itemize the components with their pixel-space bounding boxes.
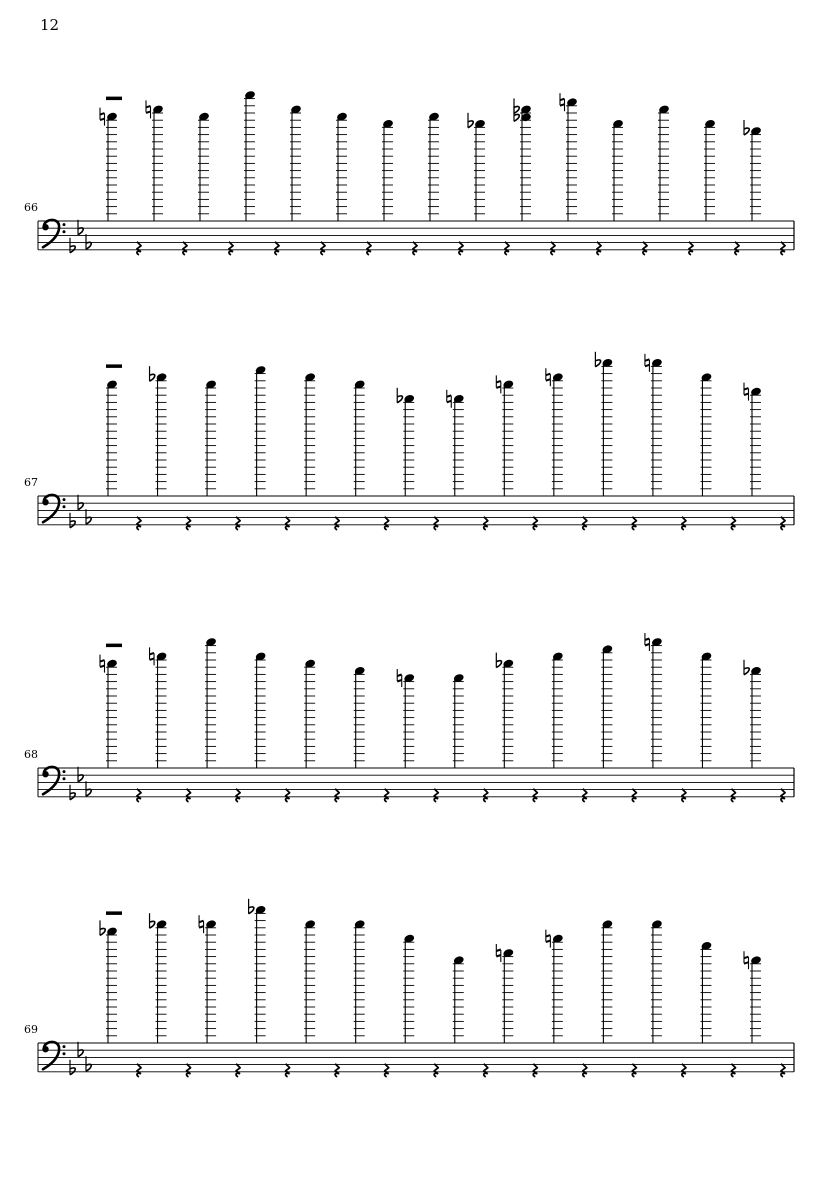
bass-clef-dot [63, 223, 66, 226]
natural-accidental [100, 655, 105, 673]
quarter-rest [286, 1064, 290, 1077]
note [382, 119, 417, 255]
note [354, 379, 389, 529]
quarter-rest [533, 789, 537, 802]
note [205, 637, 240, 802]
key-flat [70, 1068, 75, 1075]
note [205, 379, 240, 529]
natural-accidental [645, 633, 650, 651]
note [468, 113, 509, 255]
measure-number: 69 [24, 1023, 38, 1036]
quarter-rest [236, 1064, 240, 1077]
quarter-rest [682, 1064, 686, 1077]
quarter-rest [781, 1064, 785, 1077]
bass-clef-dot [63, 505, 66, 508]
key-flat [70, 793, 75, 800]
note [106, 364, 141, 529]
natural-accidental [560, 93, 565, 111]
quarter-rest [731, 1064, 735, 1077]
staff-system [24, 899, 794, 1077]
quarter-rest [459, 242, 463, 255]
note [354, 666, 389, 802]
note [700, 941, 735, 1077]
natural-accidental [150, 647, 155, 665]
quarter-rest [367, 242, 371, 255]
quarter-rest [286, 789, 290, 802]
note [255, 651, 290, 801]
bass-clef-dot [42, 499, 48, 505]
quarter-rest [186, 789, 190, 802]
note [700, 372, 735, 530]
quarter-rest [731, 517, 735, 530]
quarter-rest [335, 1064, 339, 1077]
note [290, 104, 325, 254]
note [198, 112, 233, 255]
staff-system [24, 90, 794, 255]
quarter-rest [335, 517, 339, 530]
flat-accidental [514, 106, 519, 113]
natural-accidental [744, 383, 749, 401]
quarter-rest [434, 1064, 438, 1077]
note [552, 651, 587, 801]
quarter-rest [186, 517, 190, 530]
note [447, 390, 488, 530]
note [744, 120, 785, 255]
quarter-rest [597, 242, 601, 255]
quarter-rest [682, 789, 686, 802]
natural-accidental [100, 108, 105, 126]
flat-accidental [595, 360, 600, 367]
note [150, 647, 191, 801]
note [397, 669, 438, 802]
natural-accidental [199, 915, 204, 933]
note [546, 930, 587, 1077]
note [514, 98, 555, 254]
note [100, 911, 141, 1076]
note [100, 644, 141, 802]
whole-rest [106, 97, 122, 101]
note [546, 368, 587, 530]
whole-rest [106, 364, 122, 368]
staff-system [24, 352, 794, 530]
quarter-rest [434, 517, 438, 530]
quarter-rest [434, 789, 438, 802]
note [496, 944, 537, 1077]
note [453, 955, 488, 1077]
key-flat [86, 517, 91, 524]
note [744, 951, 785, 1077]
note [150, 913, 191, 1077]
quarter-rest [236, 789, 240, 802]
natural-accidental [146, 100, 151, 118]
natural-accidental [447, 390, 452, 408]
note [496, 653, 537, 802]
note [560, 93, 601, 255]
quarter-rest [385, 789, 389, 802]
quarter-rest [533, 1064, 537, 1077]
whole-rest [106, 911, 122, 915]
quarter-rest [632, 517, 636, 530]
quarter-rest [632, 1064, 636, 1077]
note [601, 644, 636, 802]
quarter-rest [689, 242, 693, 255]
flat-accidental [468, 121, 473, 128]
quarter-rest [533, 517, 537, 530]
bass-clef-dot [63, 777, 66, 780]
flat-accidental [744, 128, 749, 135]
whole-rest [106, 644, 122, 648]
key-flat [86, 242, 91, 249]
quarter-rest [137, 1064, 141, 1077]
flat-accidental [249, 907, 254, 914]
natural-accidental [546, 930, 551, 948]
note [744, 660, 785, 802]
quarter-rest [385, 1064, 389, 1077]
quarter-rest [632, 789, 636, 802]
flat-accidental [150, 374, 155, 381]
note [612, 119, 647, 255]
flat-accidental [150, 921, 155, 928]
measure-number: 68 [24, 748, 38, 761]
quarter-rest [682, 517, 686, 530]
note [304, 919, 339, 1077]
key-flat [78, 503, 83, 510]
note [255, 365, 290, 530]
quarter-rest [583, 789, 587, 802]
key-flat [70, 521, 75, 528]
quarter-rest [137, 242, 141, 255]
quarter-rest [137, 789, 141, 802]
note [428, 112, 463, 255]
flat-accidental [744, 668, 749, 675]
note [199, 915, 240, 1077]
note [336, 112, 371, 255]
note [304, 659, 339, 802]
note [304, 372, 339, 530]
bass-clef-dot [63, 770, 66, 773]
key-flat [70, 246, 75, 253]
quarter-rest [286, 517, 290, 530]
note [354, 919, 389, 1077]
quarter-rest [583, 517, 587, 530]
note [397, 388, 438, 530]
flat-accidental [514, 114, 519, 121]
note [496, 375, 537, 529]
flat-accidental [397, 396, 402, 403]
flat-accidental [100, 928, 105, 935]
quarter-rest [183, 242, 187, 255]
key-flat [86, 789, 91, 796]
bass-clef-dot [42, 224, 48, 230]
note [150, 366, 191, 530]
quarter-rest [643, 242, 647, 255]
measure-number: 67 [24, 476, 38, 489]
quarter-rest [385, 517, 389, 530]
quarter-rest [484, 789, 488, 802]
page-number: 12 [40, 16, 60, 34]
natural-accidental [546, 368, 551, 386]
note [146, 100, 187, 254]
natural-accidental [645, 354, 650, 372]
key-flat [78, 1050, 83, 1057]
bass-clef-dot [63, 1052, 66, 1055]
bass-clef-dot [42, 1046, 48, 1052]
key-flat [78, 228, 83, 235]
note [658, 104, 693, 254]
natural-accidental [496, 375, 501, 393]
note [744, 383, 785, 530]
quarter-rest [229, 242, 233, 255]
note [100, 97, 141, 255]
quarter-rest [484, 517, 488, 530]
natural-accidental [496, 944, 501, 962]
bass-clef-dot [63, 230, 66, 233]
natural-accidental [744, 951, 749, 969]
quarter-rest [186, 1064, 190, 1077]
measure-number: 66 [24, 201, 38, 214]
key-flat [86, 1064, 91, 1071]
bass-clef-dot [63, 1045, 66, 1048]
bass-clef-dot [42, 771, 48, 777]
quarter-rest [413, 242, 417, 255]
note [700, 651, 735, 801]
note [645, 633, 686, 802]
note [704, 119, 739, 255]
staff-system [24, 633, 794, 802]
quarter-rest [321, 242, 325, 255]
note [601, 919, 636, 1077]
quarter-rest [236, 517, 240, 530]
natural-accidental [397, 669, 402, 687]
quarter-rest [583, 1064, 587, 1077]
quarter-rest [335, 789, 339, 802]
quarter-rest [505, 242, 509, 255]
quarter-rest [781, 242, 785, 255]
bass-clef-dot [63, 498, 66, 501]
note [244, 90, 279, 255]
quarter-rest [735, 242, 739, 255]
quarter-rest [731, 789, 735, 802]
quarter-rest [781, 789, 785, 802]
quarter-rest [275, 242, 279, 255]
quarter-rest [781, 517, 785, 530]
quarter-rest [551, 242, 555, 255]
key-flat [78, 775, 83, 782]
note [651, 919, 686, 1077]
quarter-rest [484, 1064, 488, 1077]
quarter-rest [137, 517, 141, 530]
note [403, 934, 438, 1077]
flat-accidental [496, 661, 501, 668]
